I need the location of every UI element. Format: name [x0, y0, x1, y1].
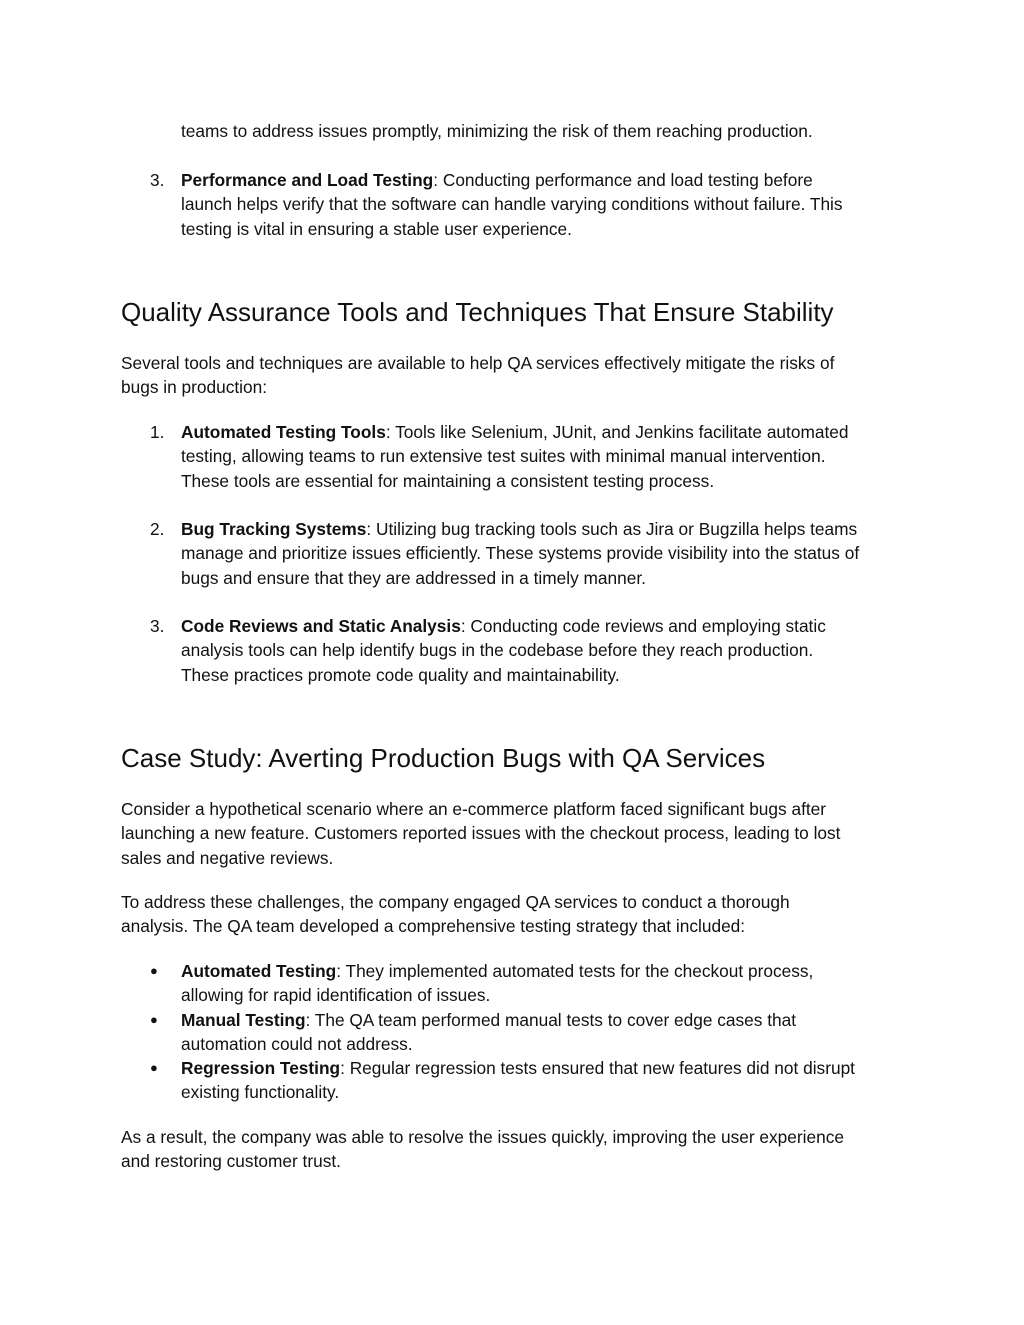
tools-intro-paragraph: Several tools and techniques are available to help QA services effectively mitigate the risks of bugs in production: — [121, 353, 835, 398]
conclusion-paragraph: As a result, the company was able to resolve the issues quickly, improving the user experience and restoring customer trust. — [121, 1127, 844, 1172]
list-item-title: Automated Testing Tools — [181, 422, 386, 442]
case-study-paragraph-1: Consider a hypothetical scenario where an e-commerce platform faced significant bugs after launching a new feature. Customers reported issues with the checkout process, leading to lost sales and negative reviews. — [121, 799, 841, 868]
bullet-item-manual-testing: Manual Testing: The QA team performed manual tests to cover edge cases that automation could not address. — [181, 1010, 797, 1055]
section-heading-tools: Quality Assurance Tools and Techniques That Ensure Stability — [121, 297, 834, 327]
list-item-code-reviews: Code Reviews and Static Analysis: Conducting code reviews and employing static analysis tools can help identify bugs in the codebase before they reach production. These practices promote code quality and maintainability. — [181, 616, 826, 685]
bullet-item-title: Automated Testing — [181, 961, 337, 981]
list-item-number: 1. — [150, 422, 165, 442]
bullet-icon: ● — [150, 1012, 158, 1027]
continuation-text — [181, 119, 813, 143]
list-item-title: Code Reviews and Static Analysis — [181, 616, 461, 636]
bullet-item-automated-testing: Automated Testing: They implemented automated tests for the checkout process, allowing for rapid identification of issues. — [181, 961, 814, 1006]
continuation-line: teams to address issues promptly, minimizing the risk of them reaching production. — [181, 121, 813, 141]
bullet-item-title: Manual Testing — [181, 1010, 306, 1030]
list-item-number: 3. — [150, 616, 165, 636]
list-item-bug-tracking-systems: Bug Tracking Systems: Utilizing bug tracking tools such as Jira or Bugzilla helps teams manage and prioritize issues efficiently. These systems provide visibility into the status of bugs and ensure that they are addressed in a timely manner. — [181, 519, 860, 588]
bullet-item-title: Regression Testing — [181, 1058, 341, 1078]
bullet-item-regression-testing: Regression Testing: Regular regression tests ensured that new features did not disrupt existing functionality. — [181, 1058, 855, 1103]
list-item-number: 2. — [150, 519, 165, 539]
case-study-paragraph-2: To address these challenges, the company engaged QA services to conduct a thorough analysis. The QA team developed a comprehensive testing strategy that included: — [121, 892, 790, 937]
list-item-title: Performance and Load Testing — [181, 170, 434, 190]
list-item-performance-testing: Performance and Load Testing: Conducting performance and load testing before launch helps verify that the software can handle varying conditions without failure. This testing is vital in ensuring a stable user experience. — [181, 170, 843, 239]
bullet-icon: ● — [150, 963, 158, 978]
list-item-number: 3. — [150, 170, 165, 190]
section-heading-case-study: Case Study: Averting Production Bugs with QA Services — [121, 743, 766, 773]
list-item-automated-testing-tools: Automated Testing Tools: Tools like Selenium, JUnit, and Jenkins facilitate automated testing, allowing teams to run extensive test suites with minimal manual intervention. These tools are essential for maintaining a consistent testing process. — [181, 422, 849, 491]
bullet-icon: ● — [150, 1060, 158, 1075]
list-item-title: Bug Tracking Systems — [181, 519, 367, 539]
